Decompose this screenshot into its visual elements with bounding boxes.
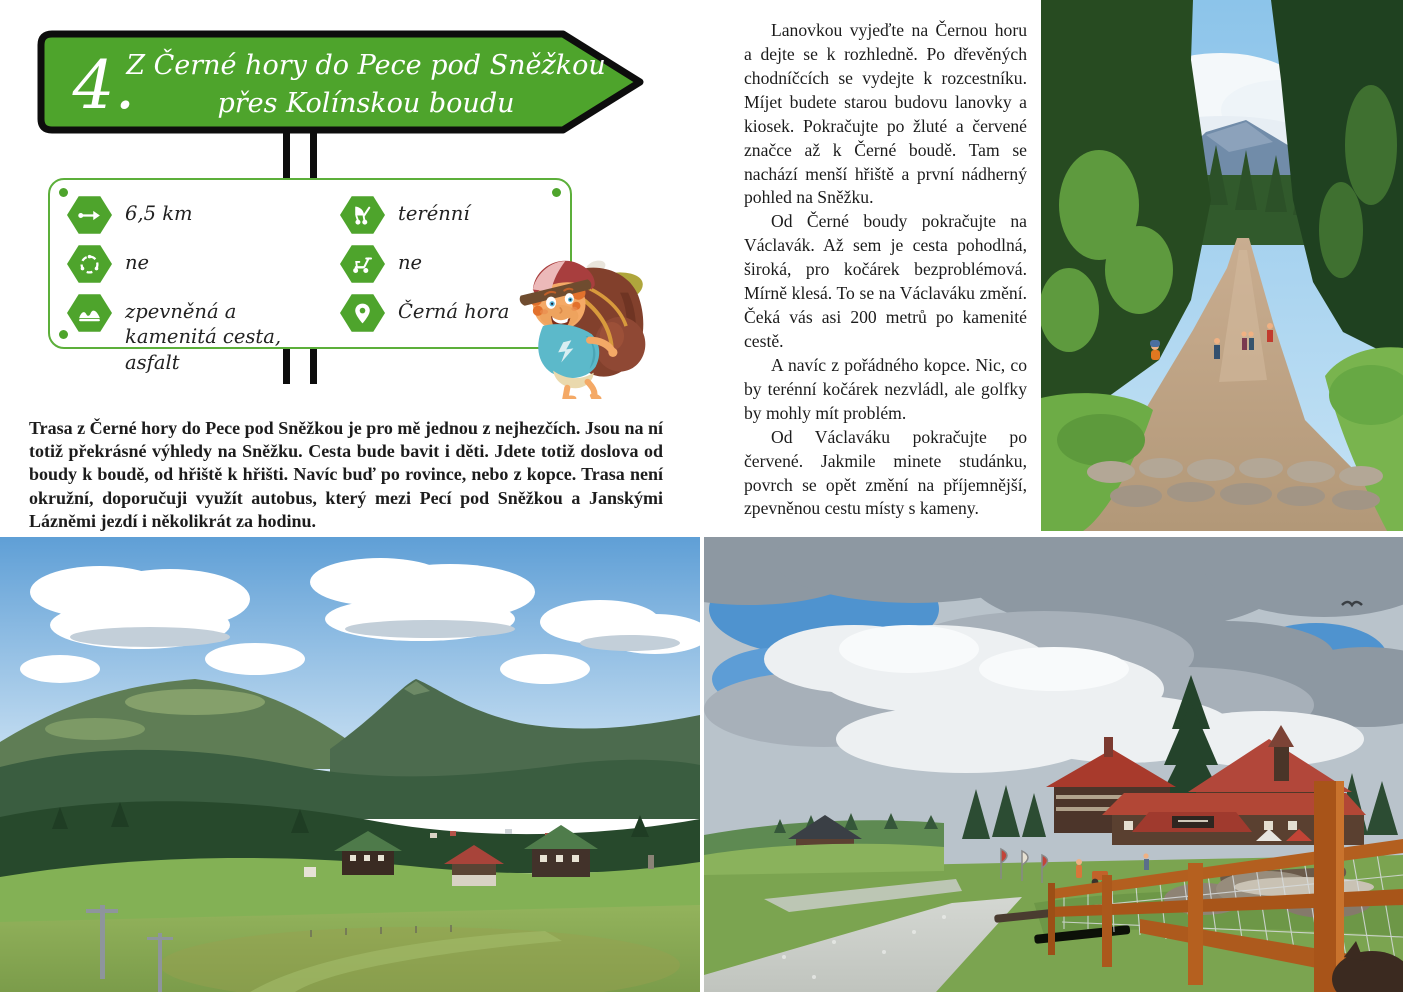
- route-header-arrow: [36, 30, 648, 134]
- photo-forest-trail: [1041, 0, 1403, 531]
- route-facts-box: [48, 178, 572, 374]
- body-paragraph: Od Černé boudy pokračujte na Václavák. Až sem je cesta pohodlná, široká, pro kočárek bezproblémová. Mírně klesá. To se na Václaváku změní. Čeká vás asi 200 metrů po kamenité cestě.: [744, 211, 1027, 351]
- fact-surface-label: zpevněná a kamenitá cesta, asfalt: [125, 300, 282, 374]
- fact-scooter-label: ne: [398, 251, 423, 274]
- fact-distance-label: 6,5 km: [125, 202, 193, 225]
- fact-loop: [67, 244, 325, 284]
- signpost-pole: [283, 126, 290, 182]
- fact-loop-label: ne: [125, 251, 150, 274]
- fact-stroller: [340, 195, 555, 235]
- loop-route-icon: [67, 244, 112, 284]
- route-title-line2: přes Kolínskou boudu: [217, 88, 515, 119]
- signpost-pole: [310, 126, 317, 182]
- stroller-icon: [340, 195, 385, 235]
- hiker-boy-illustration: [505, 247, 660, 399]
- scooter-icon: [340, 244, 385, 284]
- body-paragraph: A navíc z pořádného kopce. Nic, co by terénní kočárek nezvládl, ale golfky by mohly mít problém.: [744, 354, 1027, 423]
- location-pin-icon: [340, 293, 385, 333]
- body-paragraph: Lanovkou vyjeďte na Černou horu a dejte se k rozhledně. Po dřevěných chodníčcích se vydejte k rozcestníku. Míjet budete starou budovu lanovky a kiosek. Pokračujte po žluté a červené značce až k Černé boudě. Tam se nachází menší hřiště a první nádherný pohled na Sněžku.: [744, 20, 1027, 208]
- fact-stroller-label: terénní: [398, 202, 470, 225]
- photo-valley-panorama: [0, 537, 700, 992]
- distance-icon: [67, 195, 112, 235]
- fact-distance: [67, 195, 325, 235]
- route-description-column: [744, 19, 1027, 521]
- fact-surface: [67, 293, 325, 375]
- intro-paragraph: Trasa z Černé hory do Pece pod Sněžkou je pro mě jednou z nejhezčích. Jsou na ní totiž překrásné výhledy na Sněžku. Cesta bude bavit i děti. Jdete totiž doslova od boudy k boudě, od hřiště k hřišti. Navíc buď po rovince, nebo z kopce. Trasa není okružní, doporučuji využít autobus, který mezi Pecí pod Sněžkou a Janskými Lázněmi jezdí i několikrát za hodinu.: [29, 418, 663, 531]
- photo-mountain-hut: [704, 537, 1403, 992]
- surface-icon: [67, 293, 112, 333]
- body-paragraph: Od Václaváku pokračujte po červené. Jakmile minete studánku, povrch se opět změní na příjemnější, zpevněnou cestu místy s kameny.: [744, 426, 1027, 519]
- facts-column-left: [67, 195, 325, 375]
- route-number: 4.: [72, 47, 136, 124]
- fact-start-point-label: Černá hora: [398, 300, 510, 323]
- route-title-line1: Z Černé hory do Pece pod Sněžkou: [126, 50, 606, 81]
